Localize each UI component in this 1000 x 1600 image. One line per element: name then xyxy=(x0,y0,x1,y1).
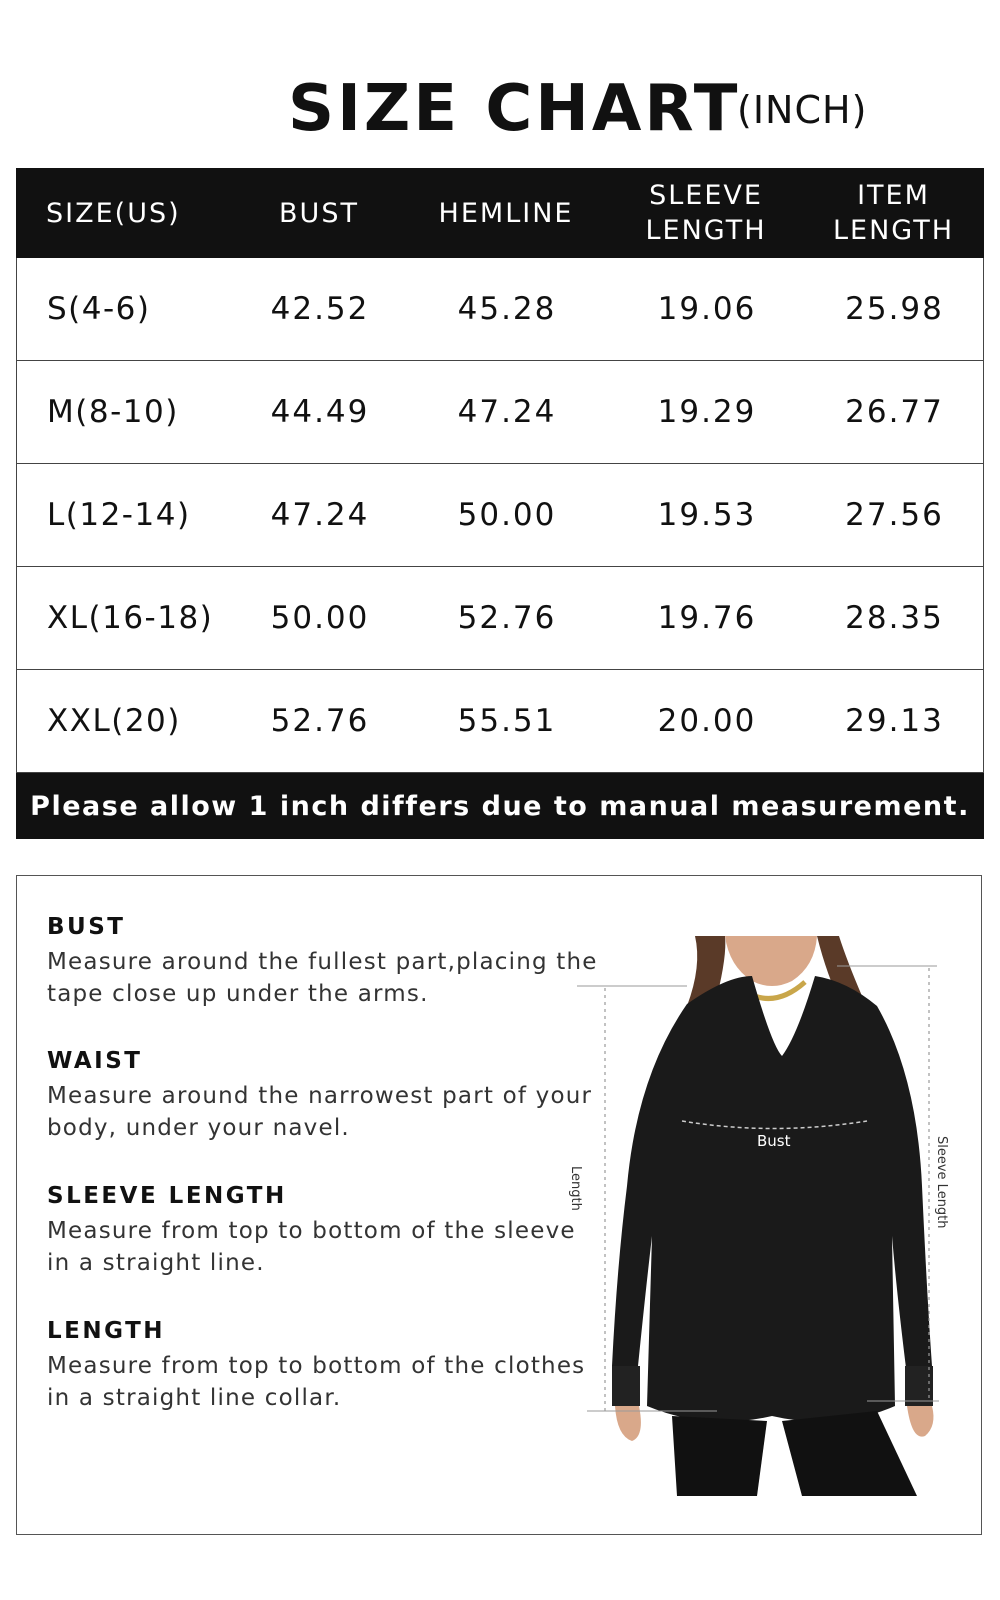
row-item-length: 25.98 xyxy=(845,291,944,327)
row-hemline: 52.76 xyxy=(457,600,557,636)
guide-sleeve-length xyxy=(47,1183,607,1279)
row-bust: 42.52 xyxy=(270,291,370,327)
left-cuff-shape xyxy=(612,1366,640,1406)
guide-bust xyxy=(47,914,607,1010)
title-main: SIZE CHART xyxy=(288,72,741,146)
row-hemline: 50.00 xyxy=(457,497,557,533)
table-row xyxy=(16,464,984,567)
header-size: SIZE(US) xyxy=(46,197,181,229)
row-size: XXL(20) xyxy=(47,703,181,739)
row-bust: 52.76 xyxy=(270,703,370,739)
bust-label: Bust xyxy=(757,1132,791,1150)
row-size: S(4-6) xyxy=(47,291,151,327)
table-row xyxy=(16,670,984,773)
row-bust: 47.24 xyxy=(270,497,370,533)
length-label: Length xyxy=(568,1166,583,1211)
guide-description: Measure around the fullest part,placing the tape close up under the arms. xyxy=(47,949,598,1007)
row-hemline: 55.51 xyxy=(457,703,557,739)
row-hemline: 47.24 xyxy=(457,394,557,430)
row-sleeve-length: 19.53 xyxy=(657,497,757,533)
row-bust: 44.49 xyxy=(270,394,370,430)
row-sleeve-length: 19.06 xyxy=(657,291,757,327)
title-unit: (INCH) xyxy=(737,88,868,132)
row-item-length: 28.35 xyxy=(845,600,944,636)
row-sleeve-length: 19.76 xyxy=(657,600,757,636)
header-sleeve-length: SLEEVE LENGTH xyxy=(645,180,767,246)
garment-illustration xyxy=(568,936,977,1496)
row-bust: 50.00 xyxy=(270,600,370,636)
table-row xyxy=(16,258,984,361)
table-header xyxy=(16,168,984,258)
measurement-note: Please allow 1 inch differs due to manual measurement. xyxy=(16,773,984,839)
guide-description: Measure from top to bottom of the clothes in a straight line collar. xyxy=(47,1353,586,1411)
guide-waist xyxy=(47,1048,607,1144)
left-leg-shape xyxy=(672,1416,767,1496)
row-size: M(8-10) xyxy=(47,394,179,430)
measurement-guide xyxy=(16,875,982,1535)
header-bust: BUST xyxy=(279,197,359,229)
guide-length xyxy=(47,1318,607,1414)
row-item-length: 29.13 xyxy=(845,703,944,739)
sweater-body-shape xyxy=(612,976,932,1422)
guide-description: Measure from top to bottom of the sleeve in a straight line. xyxy=(47,1218,576,1276)
garment-svg xyxy=(577,936,977,1496)
row-item-length: 27.56 xyxy=(845,497,944,533)
row-sleeve-length: 20.00 xyxy=(657,703,757,739)
size-table xyxy=(16,168,984,839)
size-chart-title xyxy=(0,70,1000,150)
table-row xyxy=(16,567,984,670)
header-hemline: HEMLINE xyxy=(438,197,574,229)
guide-title: LENGTH xyxy=(47,1318,166,1344)
row-item-length: 26.77 xyxy=(845,394,944,430)
table-row xyxy=(16,361,984,464)
right-cuff-shape xyxy=(905,1366,933,1406)
guide-title: SLEEVE LENGTH xyxy=(47,1183,287,1209)
right-leg-shape xyxy=(782,1411,917,1496)
row-size: XL(16-18) xyxy=(47,600,214,636)
guide-title: BUST xyxy=(47,914,126,940)
row-size: L(12-14) xyxy=(47,497,191,533)
guide-description: Measure around the narrowest part of your body, under your navel. xyxy=(47,1083,593,1141)
header-item-length: ITEM LENGTH xyxy=(832,180,955,246)
row-hemline: 45.28 xyxy=(457,291,557,327)
sleeve-length-label: Sleeve Length xyxy=(934,1136,949,1229)
row-sleeve-length: 19.29 xyxy=(657,394,757,430)
guide-title: WAIST xyxy=(47,1048,143,1074)
right-hand-shape xyxy=(907,1406,933,1437)
